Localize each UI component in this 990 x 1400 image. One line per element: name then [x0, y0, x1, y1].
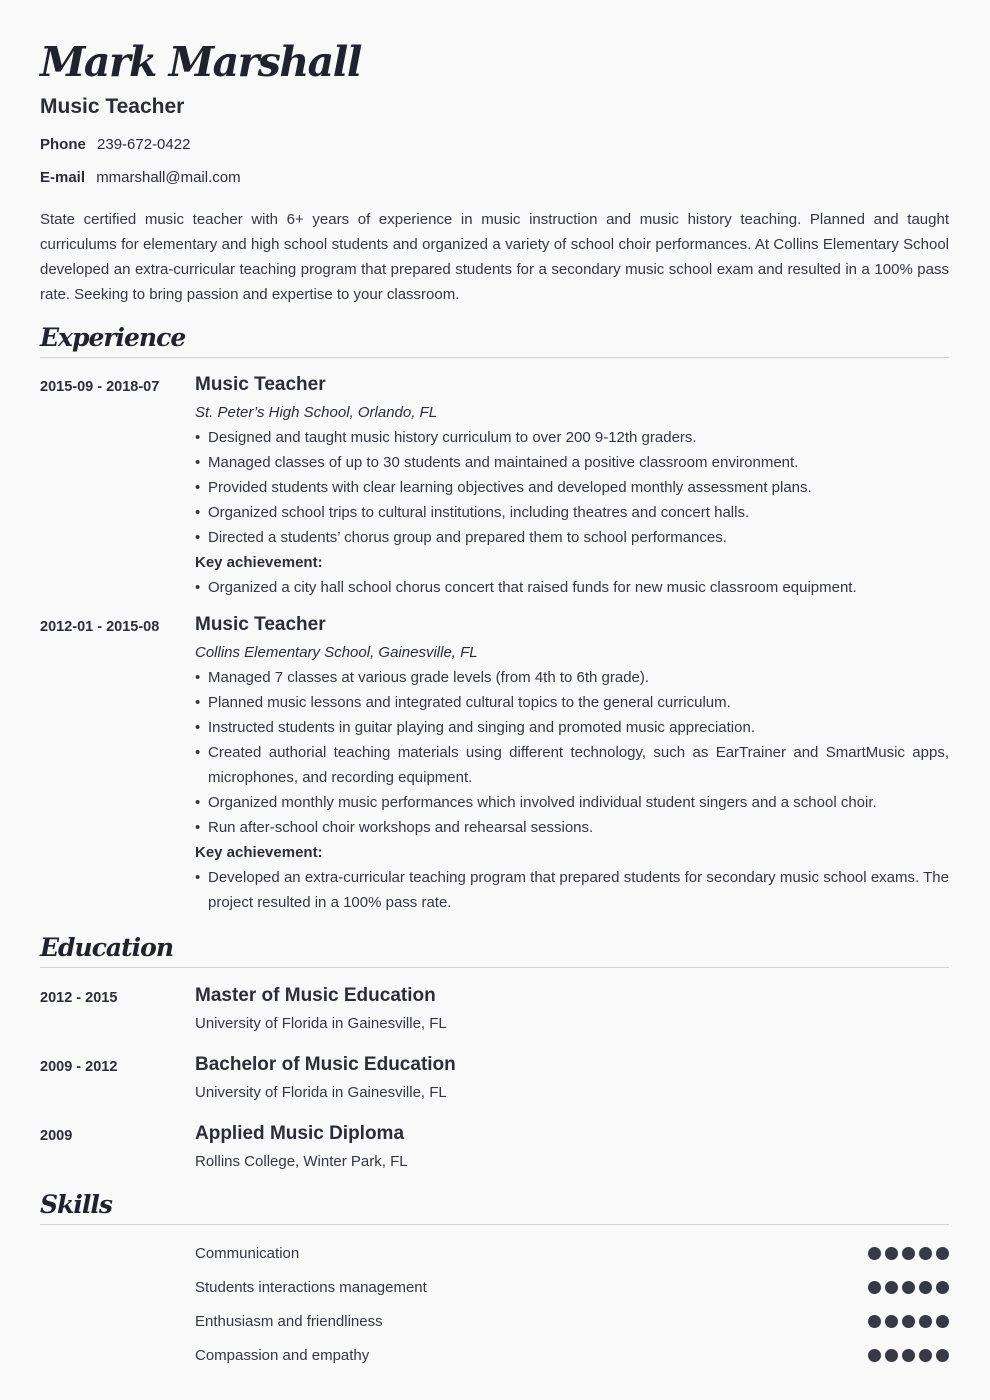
entry-role: Music Teacher: [195, 614, 326, 635]
rating-dot-filled: [919, 1247, 932, 1260]
education-degree: Applied Music Diploma: [195, 1123, 405, 1144]
experience-entry: [40, 611, 949, 915]
rating-dot-filled: [868, 1315, 881, 1328]
contact-phone: [40, 136, 949, 154]
skill-name: Communication: [195, 1244, 300, 1262]
rating-dot-filled: [885, 1247, 898, 1260]
rating-dot-filled: [902, 1247, 915, 1260]
entry-role: Music Teacher: [195, 374, 326, 395]
skills-heading: Skills: [40, 1189, 949, 1225]
responsibility-list: [195, 425, 949, 550]
education-heading: Education: [40, 932, 949, 968]
rating-dot-filled: [919, 1315, 932, 1328]
key-achievement-label: Key achievement:: [195, 554, 323, 571]
rating-dot-filled: [919, 1349, 932, 1362]
skill-row: [40, 1338, 949, 1372]
skill-rating: [864, 1247, 949, 1260]
email-value: mmarshall@mail.com: [96, 169, 241, 186]
rating-dot-filled: [885, 1315, 898, 1328]
rating-dot-filled: [936, 1281, 949, 1294]
education-list: [40, 982, 949, 1174]
responsibility-list: [195, 665, 949, 840]
rating-dot-filled: [868, 1281, 881, 1294]
experience-heading: Experience: [40, 322, 949, 358]
entry-dates: 2015-09 - 2018-07: [40, 379, 160, 395]
contact-email: [40, 169, 949, 187]
skills-section: [40, 1189, 949, 1372]
experience-section: [40, 322, 949, 915]
key-achievement-label: Key achievement:: [195, 844, 323, 861]
profile-summary: State certified music teacher with 6+ years of experience in music instruction and music history teaching. Planned and taught curriculums for elementary and high school students and organized a variety of school choir performances. At Collins Elementary School developed an extra-curricular teaching program that prepared students for a secondary music school exam and resulted in a 100% pass rate. Seeking to bring passion and expertise to your classroom.: [40, 211, 949, 303]
responsibility-item: • Managed classes of up to 30 students and maintained a positive classroom environment.: [195, 450, 949, 475]
education-body: [195, 1120, 949, 1174]
responsibility-item: • Organized school trips to cultural institutions, including theatres and concert halls.: [195, 500, 949, 525]
skill-name: Enthusiasm and friendliness: [195, 1312, 383, 1330]
skill-row: [40, 1304, 949, 1338]
education-degree: Bachelor of Music Education: [195, 1054, 456, 1075]
rating-dot-filled: [936, 1315, 949, 1328]
education-school: University of Florida in Gainesville, FL: [195, 1015, 447, 1032]
entry-body: [195, 371, 949, 600]
responsibility-item: • Organized monthly music performances which involved individual student singers and a school choir.: [195, 790, 949, 815]
entry-organization: Collins Elementary School, Gainesville, FL: [195, 644, 478, 661]
education-entry: [40, 982, 949, 1036]
responsibility-item: • Provided students with clear learning objectives and developed monthly assessment plans.: [195, 475, 949, 500]
skill-rating: [864, 1349, 949, 1362]
responsibility-item: • Planned music lessons and integrated cultural topics to the general curriculum.: [195, 690, 949, 715]
education-dates: 2012 - 2015: [40, 990, 118, 1006]
entry-dates: 2012-01 - 2015-08: [40, 619, 160, 635]
rating-dot-filled: [902, 1315, 915, 1328]
candidate-name: Mark Marshall: [40, 38, 361, 86]
responsibility-item: • Created authorial teaching materials using different technology, such as EarTrainer and SmartMusic apps, microphones, and recording equipment.: [195, 740, 949, 790]
education-degree: Master of Music Education: [195, 985, 436, 1006]
responsibility-item: • Managed 7 classes at various grade levels (from 4th to 6th grade).: [195, 665, 949, 690]
entry-organization: St. Peter’s High School, Orlando, FL: [195, 404, 438, 421]
achievement-list: [195, 865, 949, 915]
rating-dot-filled: [868, 1349, 881, 1362]
rating-dot-filled: [902, 1281, 915, 1294]
entry-body: [195, 611, 949, 915]
education-section: [40, 932, 949, 1174]
rating-dot-filled: [902, 1349, 915, 1362]
education-body: [195, 982, 949, 1036]
education-school: Rollins College, Winter Park, FL: [195, 1153, 408, 1170]
education-dates: 2009 - 2012: [40, 1059, 118, 1075]
skill-rating: [864, 1315, 949, 1328]
phone-value: 239-672-0422: [97, 136, 191, 153]
contact-info: [40, 136, 949, 187]
skill-row: [40, 1236, 949, 1270]
responsibility-item: • Designed and taught music history curriculum to over 200 9-12th graders.: [195, 425, 949, 450]
skill-list: [40, 1236, 949, 1372]
skill-rating: [864, 1281, 949, 1294]
education-entry: [40, 1051, 949, 1105]
responsibility-item: • Instructed students in guitar playing and singing and promoted music appreciation.: [195, 715, 949, 740]
experience-entry: [40, 371, 949, 600]
candidate-title: Music Teacher: [40, 95, 185, 118]
rating-dot-filled: [885, 1281, 898, 1294]
rating-dot-filled: [868, 1247, 881, 1260]
education-dates: 2009: [40, 1128, 73, 1144]
achievement-item: • Developed an extra-curricular teaching program that prepared students for secondary music school exams. The project resulted in a 100% pass rate.: [195, 865, 949, 915]
rating-dot-filled: [936, 1349, 949, 1362]
skill-row: [40, 1270, 949, 1304]
education-entry: [40, 1120, 949, 1174]
phone-label: Phone: [40, 136, 86, 153]
achievement-list: [195, 575, 949, 600]
achievement-item: • Organized a city hall school chorus concert that raised funds for new music classroom equipment.: [195, 575, 949, 600]
education-body: [195, 1051, 949, 1105]
rating-dot-filled: [936, 1247, 949, 1260]
rating-dot-filled: [919, 1281, 932, 1294]
email-label: E-mail: [40, 169, 86, 186]
education-school: University of Florida in Gainesville, FL: [195, 1084, 447, 1101]
rating-dot-filled: [885, 1349, 898, 1362]
skill-name: Compassion and empathy: [195, 1346, 370, 1364]
responsibility-item: • Directed a students’ chorus group and prepared them to school performances.: [195, 525, 949, 550]
skill-name: Students interactions management: [195, 1278, 427, 1296]
responsibility-item: • Run after-school choir workshops and rehearsal sessions.: [195, 815, 949, 840]
experience-list: [40, 371, 949, 915]
